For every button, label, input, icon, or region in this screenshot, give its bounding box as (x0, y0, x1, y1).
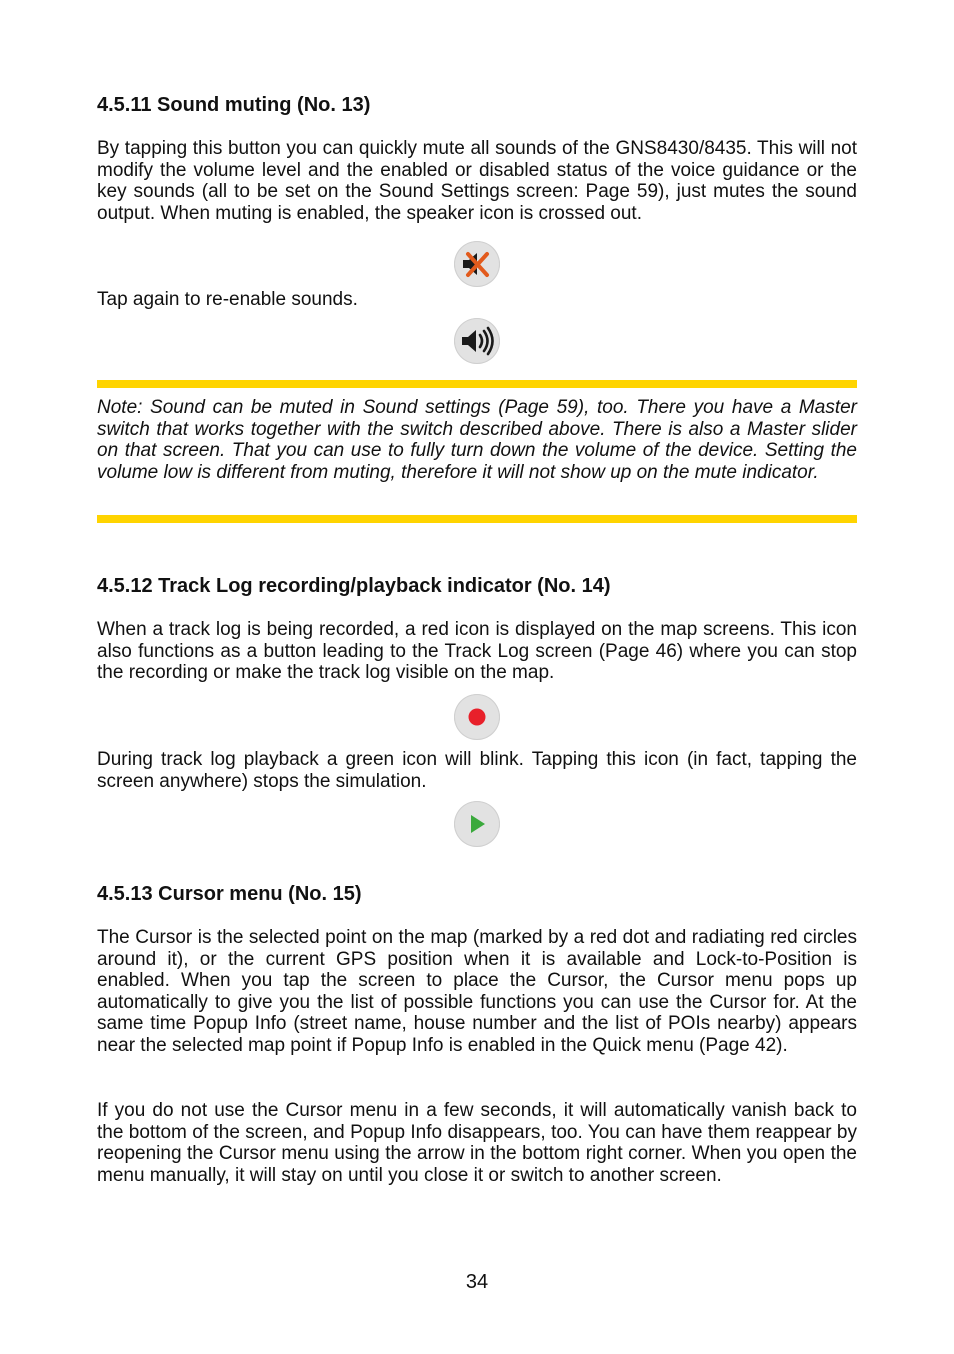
track-log-recording-paragraph: When a track log is being recorded, a red icon is displayed on the map screens. This icon also functions as a button leading to the Track Log screen (Page 46) where you can stop the recording or make the track log visible on the map. (97, 619, 857, 684)
record-dot-icon (454, 694, 500, 740)
cursor-paragraph-1: The Cursor is the selected point on the map (marked by a red dot and radiating red circles around it), or the current GPS position when it is available and Lock-to-Position is enabled. When you tap the screen to place the Cursor, the Cursor menu pops up automatically to give you the list of possible functions you can use the Cursor for. At the same time Popup Info (street name, house number and the list of POIs nearby) appears near the selected map point if Popup Info is enabled in the Quick menu (Page 42). (97, 927, 857, 1056)
note-paragraph: Note: Sound can be muted in Sound settings (Page 59), too. There you have a Master switch that works together with the switch described above. There is also a Master slider on that screen. That you can use to fully turn down the volume of the device. Setting the volume low is different from muting, therefore it will not show up on the mute indicator. (97, 397, 857, 483)
tap-again-text: Tap again to re-enable sounds. (97, 289, 358, 310)
track-log-playback-paragraph: During track log playback a green icon will blink. Tapping this icon (in fact, tapping the screen anywhere) stops the simulation. (97, 749, 857, 792)
play-icon (454, 801, 500, 847)
section-heading-cursor-menu: 4.5.13 Cursor menu (No. 15) (97, 883, 362, 905)
speaker-on-icon (454, 318, 500, 364)
section-heading-track-log: 4.5.12 Track Log recording/playback indicator (No. 14) (97, 575, 611, 597)
section-heading-sound-muting: 4.5.11 Sound muting (No. 13) (97, 94, 371, 116)
page-number: 34 (465, 1271, 489, 1293)
sound-muting-paragraph: By tapping this button you can quickly mute all sounds of the GNS8430/8435. This will not modify the volume level and the enabled or disabled status of the voice guidance or the key sounds (all to be set on the Sound Settings screen: Page 59), just mutes the sound output. When muting is enabled, the speaker icon is crossed out. (97, 138, 857, 224)
cursor-paragraph-2: If you do not use the Cursor menu in a few seconds, it will automatically vanish back to the bottom of the screen, and Popup Info disappears, too. You can have them reappear by reopening the Cursor menu using the arrow in the bottom right corner. When you open the menu manually, it will stay on until you close it or switch to another screen. (97, 1100, 857, 1186)
note-top-bar (97, 380, 857, 388)
speaker-muted-icon (454, 241, 500, 287)
note-bottom-bar (97, 515, 857, 523)
